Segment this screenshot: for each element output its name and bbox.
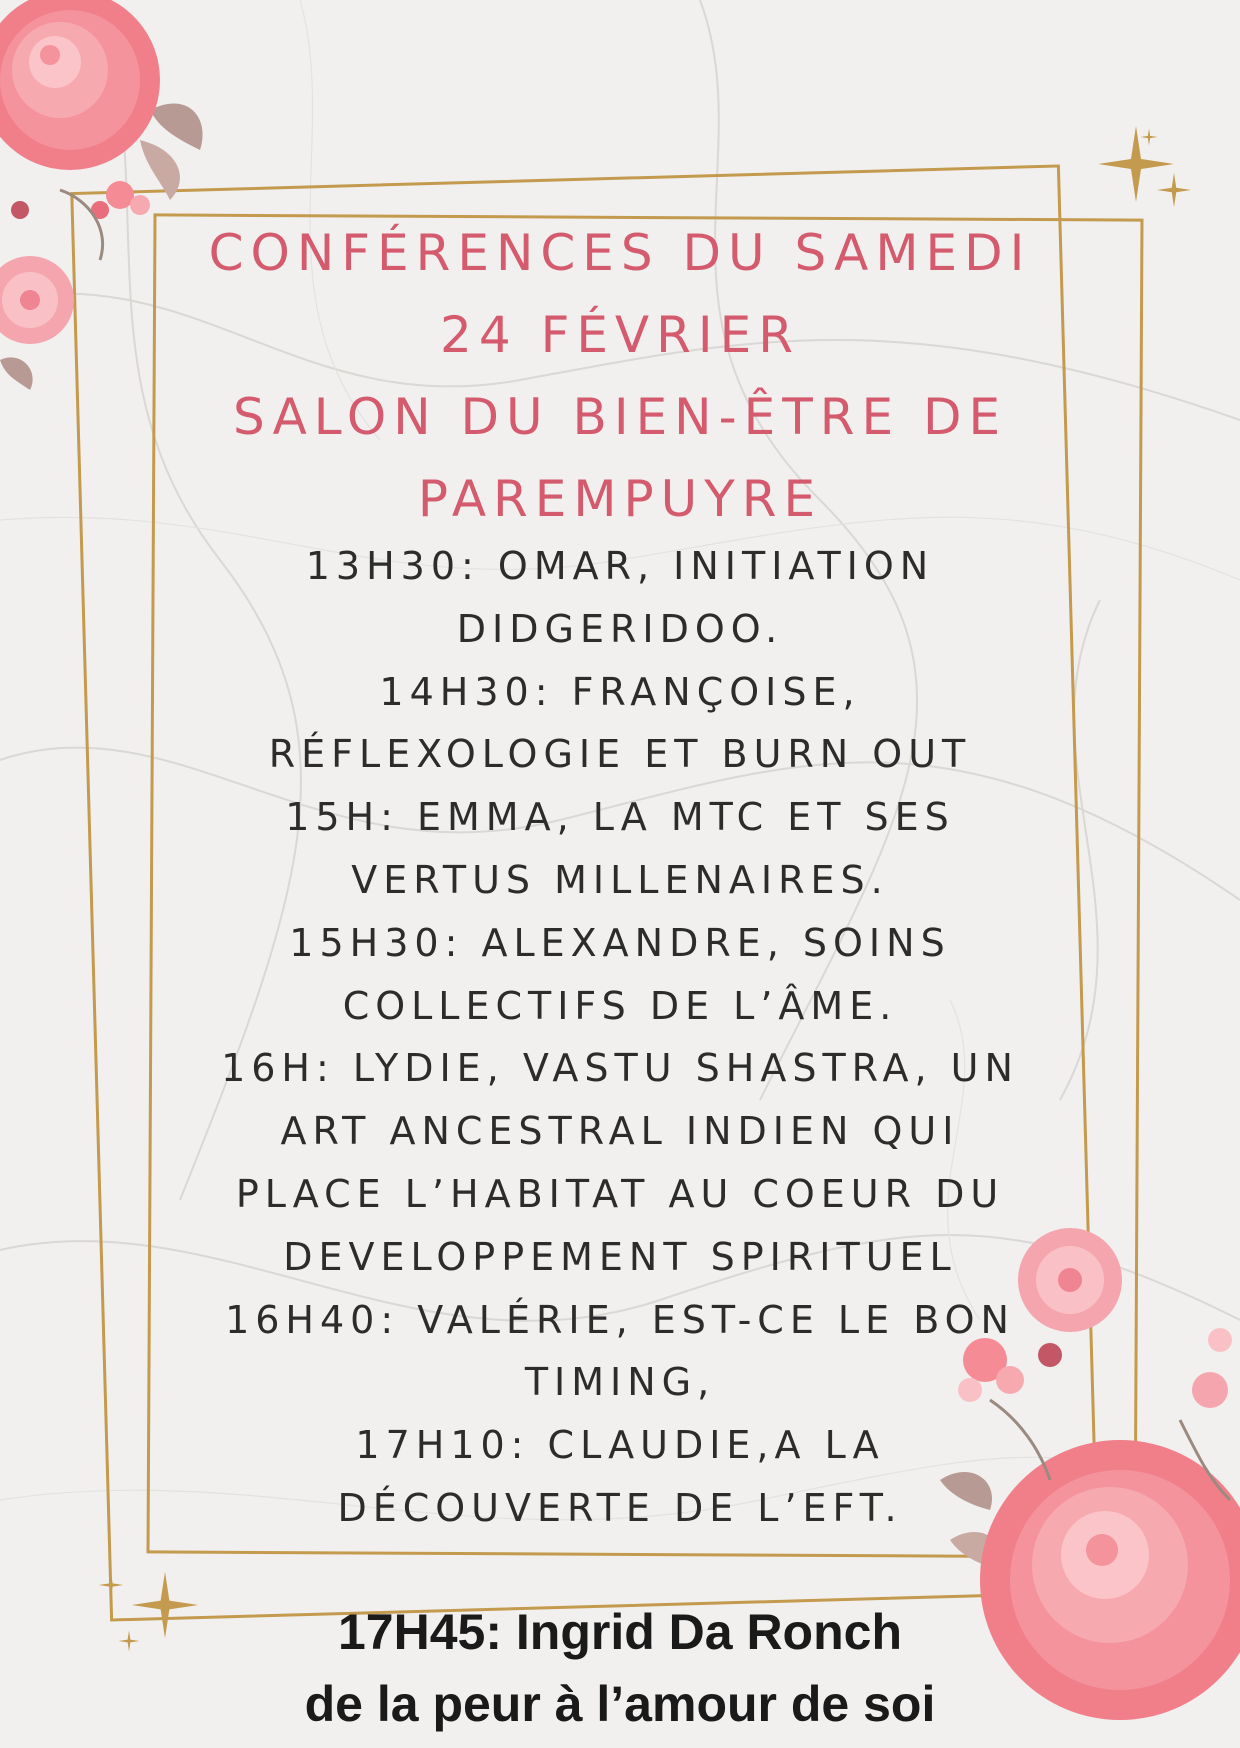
schedule-line: 15H30: ALEXANDRE, SOINS bbox=[289, 920, 951, 965]
schedule-line: DEVELOPPEMENT SPIRITUEL bbox=[283, 1234, 957, 1279]
schedule-line: COLLECTIFS DE L’ÂME. bbox=[342, 983, 898, 1028]
schedule-line: 17H10: CLAUDIE,A LA bbox=[355, 1423, 885, 1468]
schedule-line: TIMING, bbox=[524, 1360, 716, 1405]
footer-line: 17H45: Ingrid Da Ronch bbox=[338, 1604, 902, 1660]
schedule-line: 16H40: VALÉRIE, EST-CE LE BON bbox=[225, 1297, 1015, 1342]
title-line: SALON DU BIEN-ÊTRE DE bbox=[232, 388, 1008, 446]
schedule-line: 13H30: OMAR, INITIATION bbox=[305, 544, 935, 588]
schedule-line: PLACE L’HABITAT AU COEUR DU bbox=[235, 1171, 1005, 1216]
schedule-line: 15H: EMMA, LA MTC ET SES bbox=[285, 795, 955, 840]
title-line: PAREMPUYRE bbox=[417, 470, 823, 528]
schedule-line: DÉCOUVERTE DE L’EFT. bbox=[337, 1485, 903, 1530]
schedule-line: 16H: LYDIE, VASTU SHASTRA, UN bbox=[221, 1046, 1019, 1091]
footer-line: de la peur à l’amour de soi bbox=[304, 1676, 936, 1732]
featured-conference bbox=[0, 1596, 1240, 1740]
conference-schedule bbox=[140, 535, 1100, 1540]
title-line: 24 FÉVRIER bbox=[440, 306, 800, 364]
schedule-line: DIDGERIDOO. bbox=[456, 606, 784, 651]
schedule-line: RÉFLEXOLOGIE ET BURN OUT bbox=[268, 732, 972, 777]
schedule-line: VERTUS MILLENAIRES. bbox=[351, 857, 889, 902]
schedule-line: ART ANCESTRAL INDIEN QUI bbox=[280, 1109, 960, 1154]
sparkle-icon bbox=[98, 1572, 124, 1598]
sparkle-icon bbox=[1156, 172, 1192, 208]
event-title bbox=[0, 212, 1240, 540]
sparkle-icon bbox=[1140, 128, 1158, 146]
schedule-line: 14H30: FRANÇOISE, bbox=[379, 669, 861, 714]
title-line: CONFÉRENCES DU SAMEDI bbox=[208, 224, 1032, 282]
